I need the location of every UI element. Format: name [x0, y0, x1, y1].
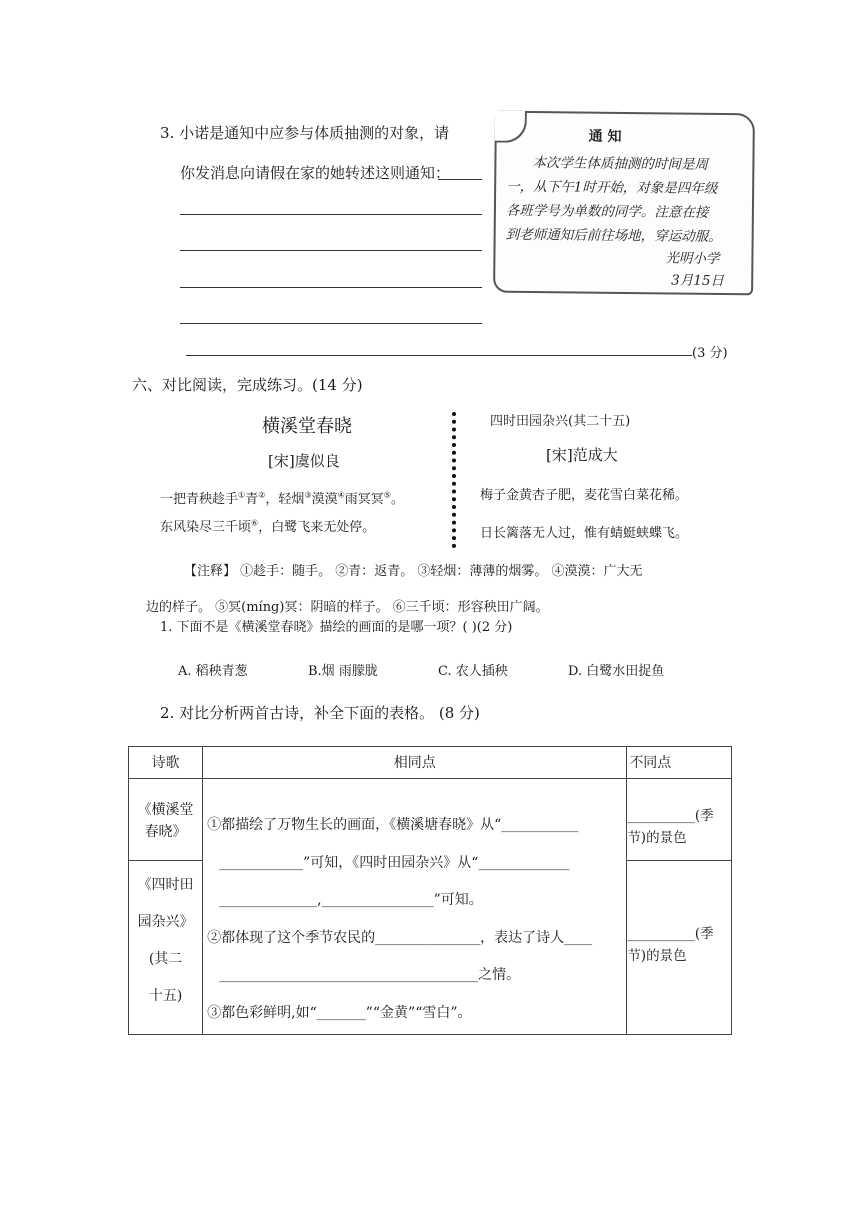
notes-line2: 边的样子。 ⑤冥(míng)冥：阴暗的样子。 ⑥三千顷：形容秧田广阔。	[146, 600, 549, 615]
answer-line[interactable]	[180, 214, 482, 215]
same-line[interactable]: ①都描绘了万物生长的画面，《横溪塘春晓》从“___________	[207, 817, 579, 833]
same-cell	[203, 779, 627, 1035]
notice-card	[493, 111, 755, 296]
poem2-title: 四时田园杂兴(其二十五)	[490, 414, 631, 429]
q1-option-b[interactable]: B.烟 雨朦胧	[308, 664, 378, 679]
diff2-line: 节)的景色	[627, 948, 687, 964]
notice-school: 光明小学	[665, 250, 720, 268]
notice-date: 3月15日	[671, 272, 725, 290]
same-line[interactable]: _____________________________________之情。	[219, 967, 521, 983]
poem1-line2: 东风染尽三千顷⑥，白鹭飞来无处停。	[160, 518, 376, 535]
poem1-author: [宋]虞似良	[268, 452, 340, 470]
same-line[interactable]: ____________”可知，《四时田园杂兴》从“_____________	[219, 854, 570, 871]
answer-line[interactable]	[180, 287, 482, 288]
poem1-line1: 一把青秧趁手①青②，轻烟③漠漠④雨冥冥⑤。	[160, 490, 404, 507]
poem1-name-line: 《横溪堂	[137, 802, 194, 818]
q2-text: 2. 对比分析两首古诗，补全下面的表格。 (8 分)	[160, 704, 480, 722]
diff1-line[interactable]: __________(季	[627, 808, 714, 824]
notice-line: 本次学生体质抽测的时间是周	[532, 155, 708, 173]
poem1-name-line: 春晓》	[144, 824, 187, 840]
table-header-cell	[627, 747, 732, 779]
header-poem: 诗歌	[151, 755, 180, 771]
table-header-cell	[129, 747, 203, 779]
poem2-name-line: 十五)	[148, 988, 183, 1004]
q3-line1: 3. 小诺是通知中应参与体质抽测的对象，请	[160, 124, 450, 142]
header-diff: 不同点	[629, 755, 672, 771]
q1-text: 1. 下面不是《横溪堂春晓》描绘的画面的是哪一项？( )(2 分)	[160, 620, 513, 635]
section-heading: 六、对比阅读，完成练习。(14 分)	[132, 376, 363, 394]
diff-cell-2	[627, 861, 732, 1035]
poem2-name-line: 《四时田	[137, 877, 194, 893]
diff2-line[interactable]: __________(季	[627, 926, 714, 942]
q1-option-d[interactable]: D. 白鹭水田捉鱼	[568, 664, 665, 679]
notes-line1: 【注释】 ①趁手：随手。 ②青：返青。 ③轻烟：薄薄的烟雾。 ④漠漠：广大无	[184, 564, 643, 579]
q1-option-c[interactable]: C. 农人插秧	[438, 664, 508, 679]
poem2-name-line: (其二	[148, 951, 183, 967]
q1-option-a[interactable]: A. 稻秧青葱	[178, 664, 248, 679]
same-line[interactable]: ②都体现了这个季节农民的_______________，表达了诗人____	[207, 929, 593, 946]
answer-line[interactable]	[438, 179, 482, 180]
table-header-cell	[203, 747, 627, 779]
poem2-line2: 日长篱落无人过，惟有蜻蜓蛱蝶飞。	[480, 526, 689, 541]
q3-line2: 你发消息向请假在家的她转述这则通知：	[180, 164, 451, 182]
poem2-author: [宋]范成大	[546, 446, 618, 464]
diff-cell-1	[627, 779, 732, 861]
answer-line[interactable]	[180, 250, 482, 251]
answer-line[interactable]	[180, 323, 482, 324]
q3-score: (3 分)	[692, 346, 728, 361]
poem2-name-line: 园杂兴》	[137, 914, 194, 930]
dotted-divider	[452, 412, 456, 548]
header-same: 相同点	[393, 755, 436, 771]
poem1-title: 横溪堂春晓	[262, 416, 352, 437]
poem2-cell	[129, 861, 203, 1035]
comparison-table	[128, 746, 732, 1035]
same-line[interactable]: ③都色彩鲜明,如“_______”“金黄”“雪白”。	[207, 1004, 472, 1021]
poem1-cell	[129, 779, 203, 861]
notice-line: 各班学号为单数的同学。注意在接	[505, 202, 709, 221]
answer-line[interactable]	[186, 355, 692, 356]
notice-line: 一，从下午1时开始，对象是四年级	[506, 178, 718, 197]
poem2-line1: 梅子金黄杏子肥，麦花雪白菜花稀。	[480, 488, 689, 503]
page-curl-icon	[495, 111, 527, 143]
notice-title: 通 知	[588, 128, 622, 145]
diff1-line: 节)的景色	[627, 830, 687, 846]
notice-line: 到老师通知后前往场地，穿运动服。	[505, 226, 722, 246]
same-line[interactable]: ______________,________________”可知。	[219, 892, 483, 908]
